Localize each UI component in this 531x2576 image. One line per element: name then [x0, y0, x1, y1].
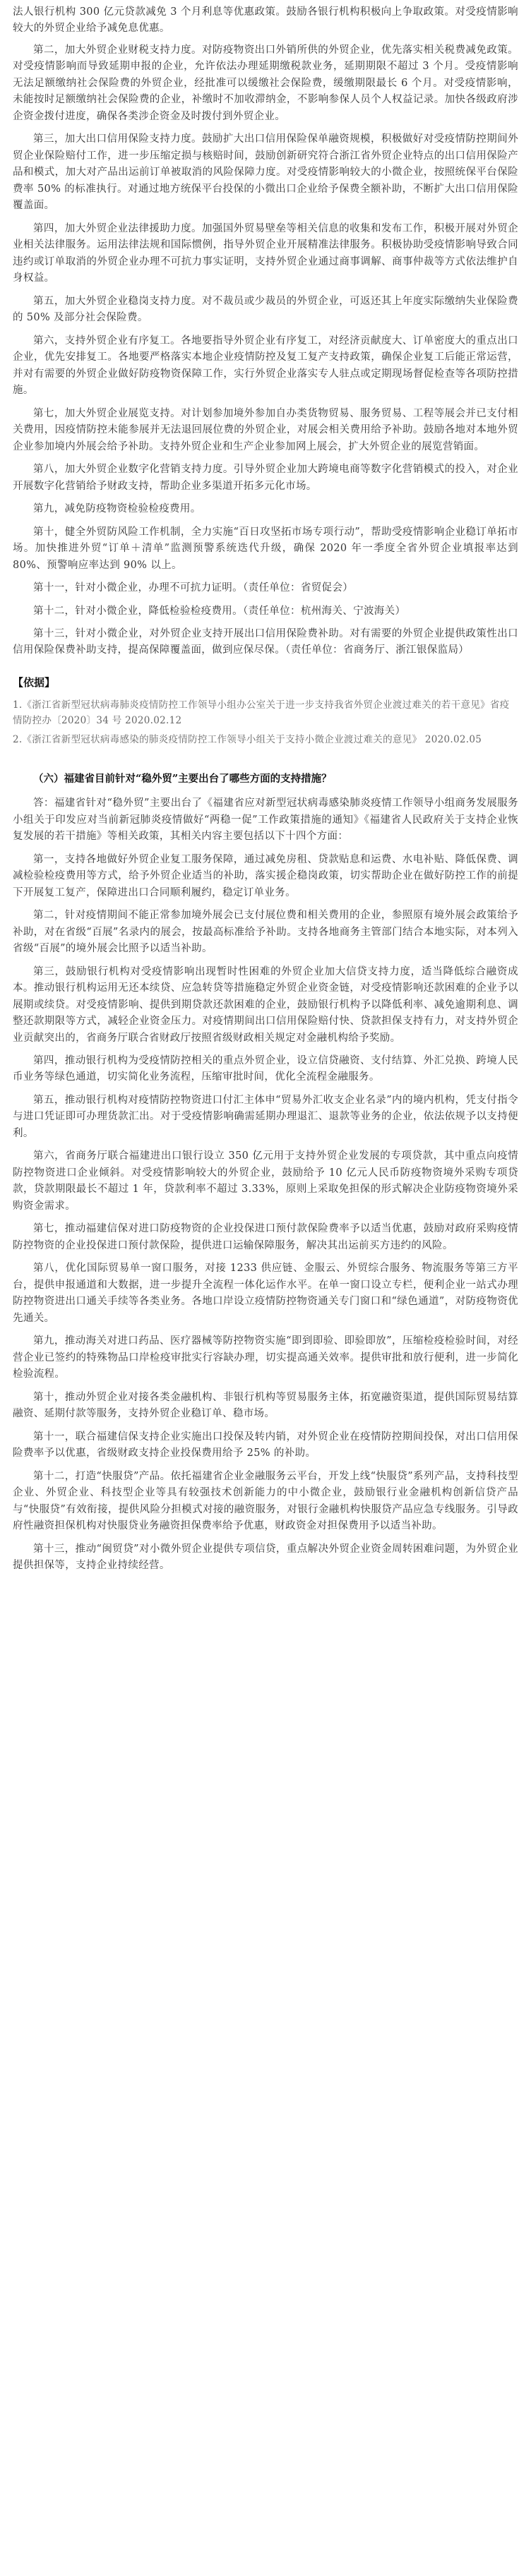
paragraph: 第十二，针对小微企业，降低检验检疫费用。（责任单位：杭州海关、宁波海关）	[33, 605, 406, 617]
paragraph: 第十一，联合福建信保支持企业实施出口投保及转内销，对外贸企业在疫情防控期间投保，对出口信用保险费率予以优惠，省级财政支持企业投保费用给予 25% 的补助。	[13, 1431, 518, 1459]
paragraph: 第十二，打造“快服贷”产品。依托福建省企业金融服务云平台，开发上线“快服贷”系列产品，支持科技型企业、外贸企业、科技型企业等具有较强技术创新能力的中小微企业，鼓励银行业金融机构创新信贷产品与“快服贷”有效衔接，提供风险分担模式对接的融资服务，对银行金融机构快服贷产品应急专线服务。引导政府性融资担保机构对快服贷业务融资担保费率给予优惠，财政资金对担保费用予以适当补助。	[13, 1470, 518, 1532]
basis-item: 1.《浙江省新型冠状病毒肺炎疫情防控工作领导小组办公室关于进一步支持我省外贸企业渡过难关的若干意见》省疫情防控办〔2020〕34 号 2020.02.12	[13, 699, 510, 726]
paragraph: 第十三，推动“闽贸贷”对小微外贸企业提供专项信贷，重点解决外贸企业资金周转困难问题，为外贸企业提供担保等，支持企业持续经营。	[13, 1543, 518, 1572]
paragraph: 第一，支持各地做好外贸企业复工服务保障，通过减免房租、贷款贴息和运费、水电补贴、降低保费、调减检验检疫费用等方式，给予外贸企业适当的补助，落实援企稳岗政策，切实帮助企业在做好防控工作的前提下开展复工复产，保障进出口合同顺利履约，稳定订单业务。	[13, 853, 518, 898]
basis-section	[13, 675, 518, 748]
paragraph: 第三，鼓励银行机构对受疫情影响出现暂时性困难的外贸企业加大信贷支持力度，适当降低综合融资成本。推动银行机构运用无还本续贷、应急转贷等措施稳定外贸企业资金链，对受疫情影响还款困难的企业予以展期或续贷。对受疫情影响、提供到期贷款还款困难的企业，鼓励银行机构予以降低利率、减免逾期利息、调整还款期限等方式，减轻企业资金压力。对疫情期间出口信用保险赔付快、贷款担保支持有力，对支持外贸企业贡献突出的，省商务厅联合省财政厅按照省级财政相关规定对金融机构给予奖励。	[13, 965, 518, 1044]
paragraph: 第二，加大外贸企业财税支持力度。对防疫物资出口外销所供的外贸企业，优先落实相关税费减免政策。对受疫情影响而导致延期申报的企业，允许依法办理延期缴税款业务，延期期限不超过 3 个月。受疫情影响无法足额缴纳社会保险费的外贸企业，经批准可以缓缴社会保险费，缓缴期限最长 6 个月。对受疫情影响，未能按时足额缴纳社会保险费的企业，补缴时不加收滞纳金，不影响参保人员个人权益记录。加快各级政府涉企资金拨付进度，确保各类涉企资金及时拨付到外贸企业。	[13, 44, 518, 122]
paragraph: 第五，加大外贸企业稳岗支持力度。对不裁员或少裁员的外贸企业，可返还其上年度实际缴纳失业保险费的 50% 及部分社会保险费。	[13, 295, 518, 324]
paragraph: 第十，健全外贸防风险工作机制，全力实施“百日攻坚拓市场专项行动”，帮助受疫情影响企业稳订单拓市场。加快推进外贸“订单＋清单”监测预警系统迭代升级，确保 2020 年一季度全省外贸企业填报率达到 80%、预警响应率达到 90% 以上。	[13, 526, 518, 571]
paragraph: 第四，推动银行机构为受疫情防控相关的重点外贸企业，设立信贷融资、支付结算、外汇兑换、跨境人民币业务等绿色通道，切实简化业务流程，压缩审批时间，优化全流程金融服务。	[13, 1055, 518, 1083]
paragraph: 第七，推动福建信保对进口防疫物资的企业投保进口预付款保险费率予以适当优惠，鼓励对政府采购疫情防控物资的企业投保进口预付款保险，提供进口运输保障服务，解决其出运前买方违约的风险。	[13, 1223, 518, 1251]
paragraph: 第十一，针对小微企业，办理不可抗力证明。（责任单位：省贸促会）	[33, 582, 354, 594]
paragraph: 第七，加大外贸企业展览支持。对计划参加境外参加自办类货物贸易、服务贸易、工程等展会并已支付相关费用，因疫情防控未能参展并无法退回展位费的外贸企业，对展会相关费用给予补助。鼓励各地对本地外贸企业参加境内外展会给予补助。支持外贸企业和生产企业参加网上展会，扩大外贸企业的展览营销面。	[13, 407, 518, 452]
paragraph: 法人银行机构 300 亿元贷款减免 3 个月利息等优惠政策。鼓励各银行机构积极向上争取政策。对受疫情影响较大的外贸企业给予减免息优惠。	[13, 6, 518, 35]
paragraph: 第四，加大外贸企业法律援助力度。加强国外贸易壁垒等相关信息的收集和发布工作，积极开展对外贸企业相关法律服务。运用法律法规和国际惯例，指导外贸企业开展精准法律服务。积极协助受疫情影响导致合同违约或订单取消的外贸企业办理不可抗力事实证明，支持外贸企业通过商事调解、商事仲裁等方式依法维护自身权益。	[13, 222, 518, 284]
paragraph: 第八，优化国际贸易单一窗口服务，对接 1233 供应链、金服云、外贸综合服务、物流服务等第三方平台，提供申报通道和大数据，进一步提升全流程一体化运作水平。在单一窗口设立专栏，便利企业一站式办理防控物资进出口通关手续等各类业务。各地口岸设立疫情防控物资通关专门窗口和“绿色通道”，对防疫物资优先通关。	[13, 1263, 518, 1324]
section-zhejiang-measures	[13, 4, 518, 659]
paragraph: 第九，减免防疫物资检验检疫费用。	[33, 503, 201, 515]
paragraph: 第十，推动外贸企业对接各类金融机构、非银行机构等贸易服务主体，拓宽融资渠道，提供国际贸易结算融资、延期付款等服务，支持外贸企业稳订单、稳市场。	[13, 1391, 518, 1420]
section-fujian-measures	[13, 771, 518, 1575]
paragraph: 第八，加大外贸企业数字化营销支持力度。引导外贸企业加大跨境电商等数字化营销模式的投入，对企业开展数字化营销给予财政支持，帮助企业多渠道开拓多元化市场。	[13, 464, 518, 492]
basis-list	[13, 698, 518, 748]
paragraph: 第三，加大出口信用保险支持力度。鼓励扩大出口信用保险保单融资规模，积极做好对受疫情防控期间外贸企业保险赔付工作，进一步压缩定损与核赔时间，鼓励创新研究符合浙江省外贸企业特点的出口信用保险产品和模式，加大对产品出运前订单被取消的风险保障力度。对受疫情影响较大的小微企业，按照统保平台保险费率 50% 的标准执行。对通过地方统保平台投保的小微出口企业给予保费全额补助，不断扩大出口信用保险覆盖面。	[13, 133, 518, 212]
spacer	[13, 752, 518, 771]
paragraph: 答：福建省针对“稳外贸”主要出台了《福建省应对新型冠状病毒感染肺炎疫情工作领导小组商务发展服务小组关于印发应对当前新冠肺炎疫情做好“两稳一促”工作政策措施的通知》《福建省人民政府关于支持企业恢复发展的若干措施》等相关政策，其相关内容主要包括以下十四个方面：	[13, 798, 518, 843]
question-heading: （六）福建省目前针对“稳外贸”主要出台了哪些方面的支持措施？	[33, 772, 332, 785]
paragraph: 第二，针对疫情期间不能正常参加境外展会已支付展位费和相关费用的企业，参照原有境外展会政策给予补助，对在省级“百展”名录内的展会，按最高标准给予补助。支持各地商务主管部门结合本地实际，对本列入省级“百展”的境外展会比照予以适当补助。	[13, 910, 518, 955]
basis-heading: 【依据】	[13, 675, 56, 689]
basis-item: 2.《浙江省新型冠状病毒感染的肺炎疫情防控工作领导小组关于支持小微企业渡过难关的意见》 2020.02.05	[13, 734, 482, 746]
paragraph: 第六，支持外贸企业有序复工。各地要指导外贸企业有序复工，对经济贡献度大、订单密度大的重点出口企业，优先安排复工。各地要严格落实本地企业疫情防控及复工复产支持政策，确保企业复工后能正常运营，并对有需要的外贸企业做好防疫物资保障工作，实行外贸企业落实专人驻点或定期现场督促检查等各项防控措施。	[13, 335, 518, 397]
paragraph: 第十三，针对小微企业，对外贸企业支持开展出口信用保险费补助。对有需要的外贸企业提供政策性出口信用保险保费补助支持，提高保障覆盖面，做到应保尽保。（责任单位：省商务厅、浙江银保监局）	[13, 627, 518, 656]
paragraph: 第九，推动海关对进口药品、医疗器械等防控物资实施“即到即验、即验即放”，压缩检疫检验时间，对经营企业已签约的特殊物品口岸检疫审批实行容缺办理，切实提高通关效率。提供审批和放行便利，进一步简化检验流程。	[13, 1335, 518, 1380]
paragraph: 第六，省商务厅联合福建进出口银行设立 350 亿元用于支持外贸企业发展的专项贷款，其中重点向疫情防控物资进口企业倾斜。对受疫情影响较大的外贸企业，鼓励给予 10 亿元人民币防疫物资境外采购专项贷款，贷款期限最长不超过 1 年，贷款利率不超过 3.33%，原则上采取免担保的形式解决企业防疫物资境外采购资金需求。	[13, 1150, 518, 1212]
paragraph: 第五，推动银行机构对疫情防控物资进口付汇主体申“贸易外汇收支企业名录”内的境内机构，凭支付指令与进口凭证即可办理货款汇出。对于受疫情影响确需延期办理退汇、退款等业务的企业，依法依规予以支持便利。	[13, 1094, 518, 1139]
